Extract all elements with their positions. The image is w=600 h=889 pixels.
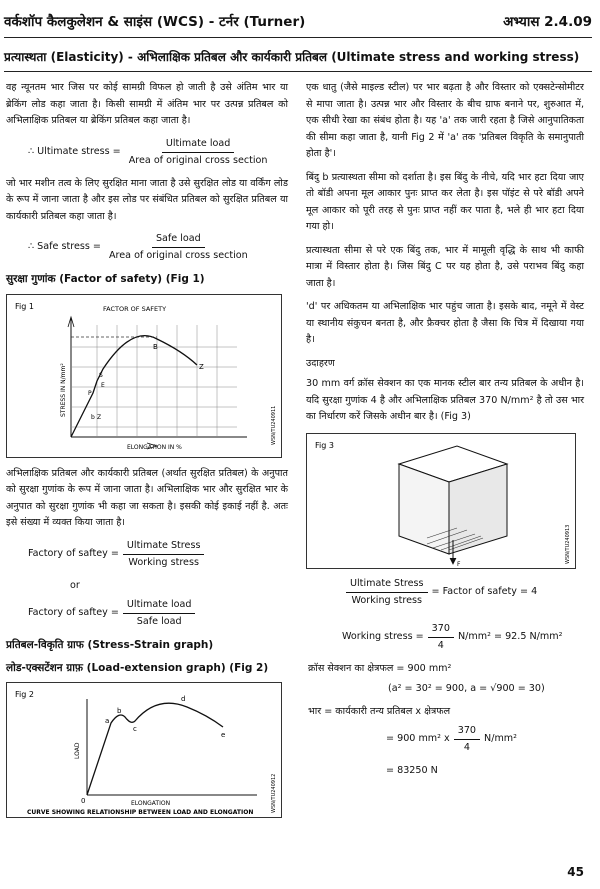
fraction [123,598,196,629]
paragraph: बिंदु b प्रत्यास्थता सीमा को दर्शाता है। इस बिंदु के नीचे, यदि भार हटा दिया जाए तो बॉडी अपना मूल आकार पुनः प्राप्त कर लेता है। इस पॉइंट से परे बॉडी अपने मूल आकार को पूरी तरह से पुनः प्राप्त नहीं कर पाता है, भले ही भार हटा दिया गया हो। [306,171,584,232]
calc-load [386,724,584,755]
paragraph: वह न्यूनतम भार जिस पर कोई सामग्री विफल हो जाती है उसे अंतिम भार या ब्रेकिंग लोड कहा जाता है। किसी सामग्री में अंतिम भार पर उत्पन्न प्रतिबल को अभिलाक्षिक प्रतिबल या ब्रेकिंग प्रतिबल कहा जाता है। [6,82,288,126]
fig3-drawing [307,434,577,570]
left-column [6,80,288,818]
denominator: 4 [463,742,470,753]
numerator: Ultimate Stress [123,539,205,555]
heading-factor-of-safety: सुरक्षा गुणांक (Factor of safety) (Fig 1) [6,273,205,285]
denominator: Working stress [128,556,199,568]
fig2-x-label: ELONGATION [131,800,171,807]
fig2-origin: 0 [81,797,86,805]
fig3-code: WSN/TU240913 [565,524,571,564]
figure-2 [6,682,282,818]
fig1-point-e: E [101,381,105,389]
paragraph: प्रत्यास्थता सीमा से परे एक बिंदु तक, भार में मामूली वृद्धि के साथ भी काफी मात्रा में विस्तार होता है। जिस बिंदु C पर यह होता है, उसे पराभव बिंदु कहा जाता है। [306,244,584,289]
fig2-point-b: b [117,707,122,715]
equation-safe-stress [28,232,288,263]
paragraph: एक धातु (जैसे माइल्ड स्टील) पर भार बढ़ता है और विस्तार को एक्सटेन्सोमीटर से मापा जाता है। उत्पन्न भार और विस्तार के बीच ग्राफ बनाने पर, शुरुआत में, एक सीधी रेखा का संबंध होता है। यह 'a' तक जारी रहता है जिसे आनुपातिकता की सीमा कहा जाता है, यानी Fig 2 में 'a' तक 'प्रतिबल विकृति के समानुपाती होता है'। [306,82,584,159]
equation-fos-load [28,598,288,629]
fig1-grid [71,325,237,437]
equation-rhs: N/mm² [484,733,517,745]
paragraph: 30 mm वर्ग क्रॉस सेक्शन का एक मानक स्टील बार तन्य प्रतिबल के अधीन है। यदि सुरक्षा गुणांक 4 है और अभिलाक्षिक प्रतिबल 370 N/mm² है तो उस भार का निर्धारण करें जिसके अधीन बार है। (Fig 3) [306,378,584,422]
heading-load-extension: लोड-एक्सटेंशन ग्राफ़ (Load-extension graph) (Fig 2) [6,661,269,674]
figure-1 [6,294,282,458]
equation-lhs: Factory of saftey = [28,607,119,619]
numerator: Ultimate Stress [346,577,428,593]
fig2-y-label: LOAD [74,742,81,759]
fig2-graph [7,683,283,819]
fig3-force-arrow [450,558,456,564]
fraction [125,137,272,168]
numerator: Ultimate load [123,598,196,614]
fig3-force-label: F [457,560,461,568]
numerator: Safe load [152,232,205,248]
fraction [454,724,480,755]
equation-lhs: ∴ Ultimate stress = [28,145,121,157]
fig2-point-a: a [105,717,110,725]
paragraph: 'd' पर अधिकतम या अभिलाक्षिक भार पहुंच जाता है। इसके बाद, नमूने में वेस्ट या स्थानीय संकुचन बनता है, और फ्रैक्चर होता है जैसा कि चित्र में दिखाया गया है। [306,301,584,345]
fig1-point-b-lower: b [91,413,95,421]
fig2-point-c: c [133,725,137,733]
numerator: 370 [428,622,454,638]
right-column [306,80,584,780]
page-header [4,12,592,38]
denominator: Safe load [136,616,182,627]
fig1-point-z-lower: Z [97,413,102,421]
equation-lhs: ∴ Safe stress = [28,241,101,253]
equation-rhs: N/mm² = 92.5 N/mm² [457,630,563,642]
equation-ultimate-stress [28,137,288,168]
fig2-label: Fig 2 [15,690,34,699]
fig2-code: WSN/TU240912 [271,773,277,813]
figure-3 [306,433,576,569]
fig2-caption: CURVE SHOWING RELATIONSHIP BETWEEN LOAD AND ELONGATION [27,809,254,816]
denominator: Area of original cross section [128,154,268,166]
equation-lhs: Working stress = [342,630,424,642]
fraction [105,232,252,263]
example-heading: उदाहरण [306,357,335,369]
fig1-code: WSN/TU240911 [271,405,277,445]
fig1-point-s: S [99,371,103,379]
paragraph: जो भार मशीन तत्व के लिए सुरक्षित माना जाता है उसे सुरक्षित लोड या वर्किंग लोड के रूप में जाना जाता है और इस लोड पर संबंधित प्रतिबल को सुरक्षित प्रतिबल या कार्यकारी प्रतिबल कहा जाता है। [6,177,288,222]
fig1-label: Fig 1 [15,301,34,311]
calc-area-detail: (a² = 30² = 900, a = √900 = 30) [388,683,545,694]
heading-stress-strain: प्रतिबल-विकृति ग्राफ (Stress-Strain graph) [6,639,214,651]
denominator: Working stress [351,594,423,606]
calc-working-stress [342,622,584,653]
fig1-curve [71,335,197,436]
equation-lhs: Factory of saftey = [28,547,119,559]
fig3-label: Fig 3 [315,440,334,450]
calc-load-equation: भार = कार्यकारी तन्य प्रतिबल x क्षेत्रफल [308,705,451,717]
fig1-graph [7,295,283,459]
header-title: वर्कशॉप कैलकुलेशन & साइंस (WCS) - टर्नर (Turner) [4,14,306,30]
or-text: or [70,579,80,591]
fig2-point-e: e [221,731,226,739]
equation-rhs: = Factor of safety = 4 [431,585,538,597]
fig1-title: FACTOR OF SAFETY [103,304,167,313]
fraction [428,622,454,653]
fig1-x-label: ELONGATION IN % [127,443,182,451]
paragraph: अभिलाक्षिक प्रतिबल और कार्यकारी प्रतिबल (अर्थात सुरक्षित प्रतिबल) के अनुपात को सुरक्षा गुणांक के रूप में जाना जाता है। अभिलाक्षिक भार और सुरक्षित भार के अनुपात को सुरक्षा गुणांक भी कहा जा सकता है। इसकी कोई इकाई नहीं है. अतः इसे संख्या में व्यक्त किया जाता है। [6,467,288,528]
fraction [123,539,205,570]
equation-lhs: = 900 mm² x [386,733,450,745]
fig1-point-z: Z [199,362,204,371]
fraction [346,577,428,608]
denominator: 4 [437,639,444,651]
fig2-point-d: d [181,695,186,703]
fig1-y-label: STRESS IN N/mm² [60,362,67,417]
numerator: Ultimate load [162,137,235,153]
calc-factor-of-safety [342,577,584,608]
page-number: 45 [567,865,584,879]
equation-fos-stress [28,539,288,570]
numerator: 370 [454,724,480,740]
fig1-point-b: B [153,342,158,351]
section-title: प्रत्यास्थता (Elasticity) - अभिलाक्षिक प्रतिबल और कार्यकारी प्रतिबल (Ultimate stress and working stress) [4,48,592,72]
fig1-point-p: P [88,389,92,397]
calc-area: क्रॉस सेक्शन का क्षेत्रफल = 900 mm² [308,662,452,674]
calc-result: = 83250 N [386,765,438,776]
exercise-number: अभ्यास 2.4.09 [503,14,592,30]
denominator: Area of original cross section [108,250,248,261]
